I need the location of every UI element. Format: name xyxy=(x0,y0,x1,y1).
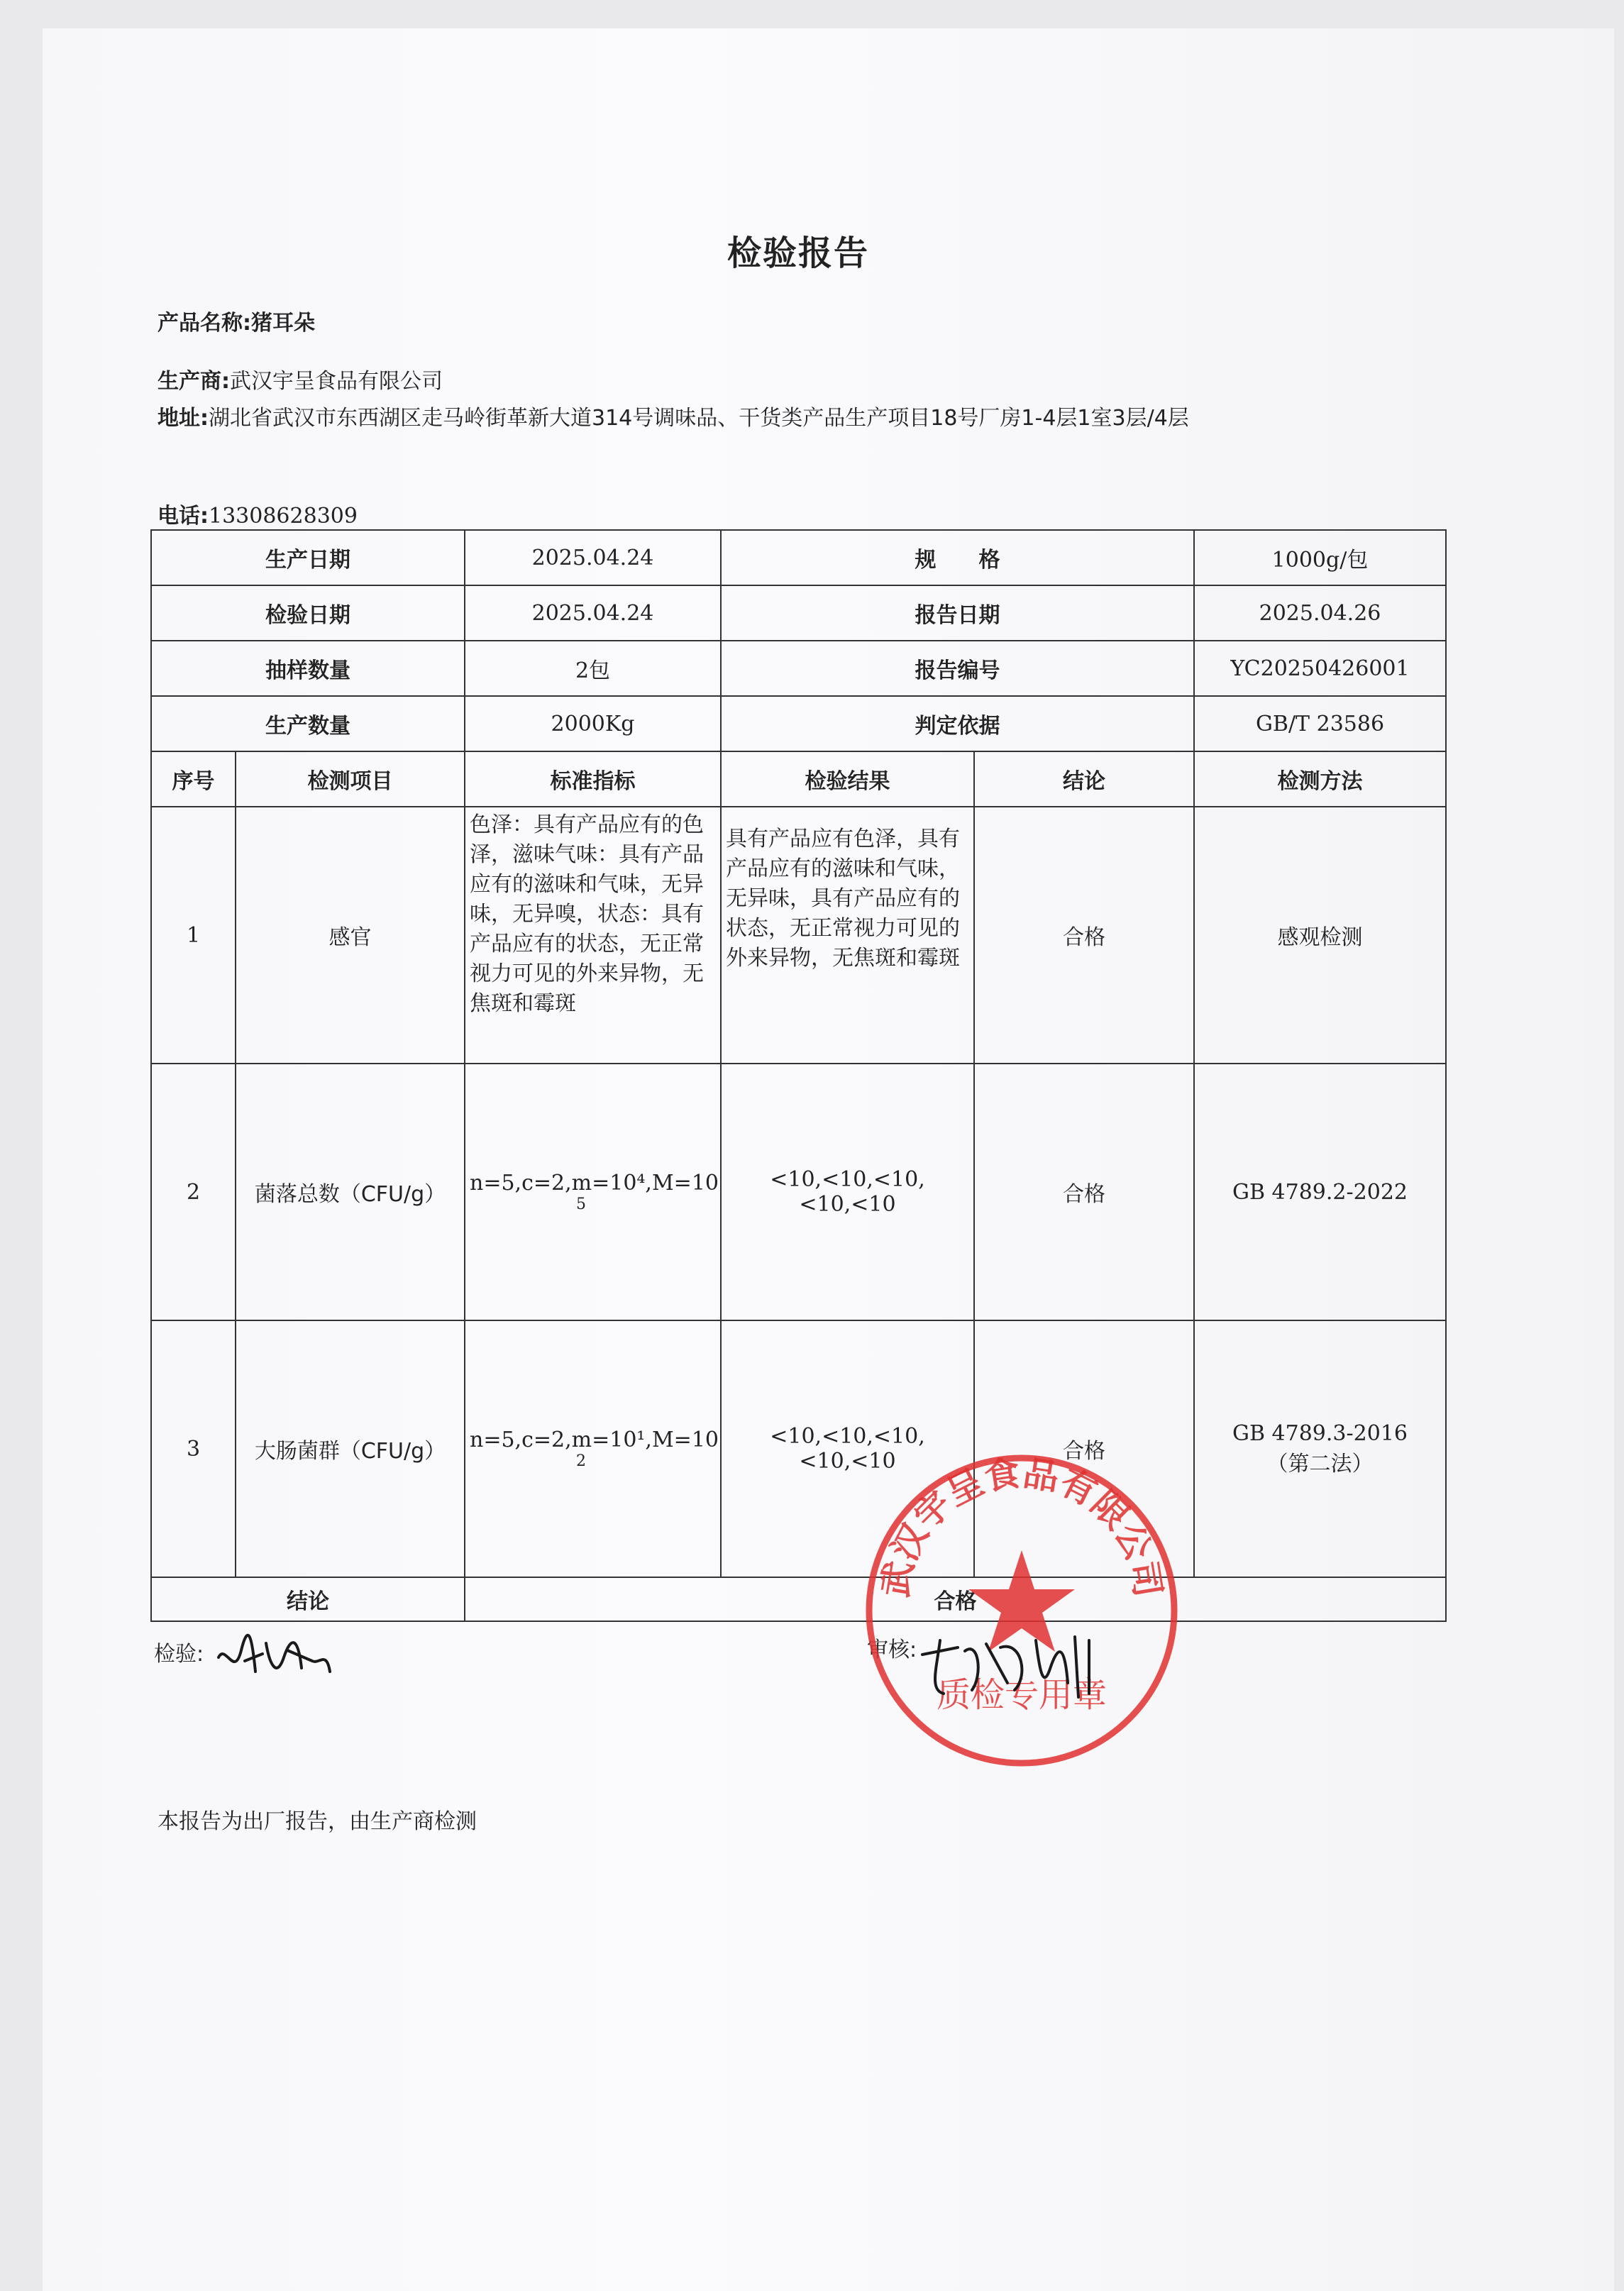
table-row xyxy=(151,1064,1446,1320)
address-line xyxy=(158,402,1427,435)
row-item: 大肠菌群（CFU/g） xyxy=(236,1320,465,1577)
standard-line: 5 xyxy=(576,1196,586,1213)
row-standard: 色泽：具有产品应有的色泽，滋味气味：具有产品应有的滋味和气味，无异味，无异嗅，状态：具有产品应有的状态，无正常视力可见的外来异物，无焦斑和霉斑 xyxy=(465,807,721,1064)
phone-line xyxy=(158,498,358,529)
row-standard xyxy=(465,1064,721,1320)
info-value: 2025.04.24 xyxy=(465,530,721,585)
row-result xyxy=(721,1064,974,1320)
seal-ring-text: 武汉宇呈食品有限公司 xyxy=(874,1452,1169,1600)
footer-note: 本报告为出厂报告，由生产商检测 xyxy=(158,1809,477,1834)
maker-line xyxy=(158,363,443,394)
result-line: <10,<10,<10, xyxy=(770,1424,925,1449)
info-value: 2025.04.24 xyxy=(465,585,721,641)
info-value: 1000g/包 xyxy=(1194,530,1446,585)
row-item: 菌落总数（CFU/g） xyxy=(236,1064,465,1320)
method-line: GB 4789.3-2016 xyxy=(1232,1420,1408,1446)
reviewer-label: 审核: xyxy=(867,1638,917,1662)
column-header: 标准指标 xyxy=(465,751,721,807)
row-number: 1 xyxy=(151,807,236,1064)
info-label: 报告日期 xyxy=(721,585,1194,641)
info-label: 规 格 xyxy=(721,530,1194,585)
summary-row xyxy=(151,1577,1446,1621)
table-row xyxy=(151,1320,1446,1577)
phone-label: 电话: xyxy=(158,504,209,529)
address-value: 湖北省武汉市东西湖区走马岭街革新大道314号调味品、干货类产品生产项目18号厂房1-4层1室3层/4层 xyxy=(209,406,1189,431)
info-row xyxy=(151,530,1446,585)
row-item: 感官 xyxy=(236,807,465,1064)
standard-line: n=5,c=2,m=10⁴,M=10 xyxy=(470,1171,719,1196)
result-line: <10,<10,<10, xyxy=(770,1167,925,1192)
info-value: GB/T 23586 xyxy=(1194,696,1446,751)
column-header: 结论 xyxy=(974,751,1194,807)
info-label: 生产数量 xyxy=(151,696,465,751)
info-row xyxy=(151,641,1446,696)
method-line: （第二法） xyxy=(1266,1451,1374,1476)
column-header-row xyxy=(151,751,1446,807)
summary-value: 合格 xyxy=(465,1577,1446,1621)
info-label: 判定依据 xyxy=(721,696,1194,751)
column-header: 序号 xyxy=(151,751,236,807)
info-row xyxy=(151,696,1446,751)
info-label: 报告编号 xyxy=(721,641,1194,696)
row-method: GB 4789.2-2022 xyxy=(1194,1064,1446,1320)
info-label: 生产日期 xyxy=(151,530,465,585)
row-method xyxy=(1194,1320,1446,1577)
row-method: 感观检测 xyxy=(1194,807,1446,1064)
product-line xyxy=(158,305,315,336)
report-table xyxy=(150,529,1447,1622)
result-line: <10,<10 xyxy=(799,1449,896,1474)
row-number: 3 xyxy=(151,1320,236,1577)
info-label: 抽样数量 xyxy=(151,641,465,696)
row-number: 2 xyxy=(151,1064,236,1320)
address-label: 地址: xyxy=(158,406,209,431)
row-result: 具有产品应有色泽，具有产品应有的滋味和气味，无异味，具有产品应有的状态，无正常视力可见的外来异物，无焦斑和霉斑 xyxy=(721,807,974,1064)
info-row xyxy=(151,585,1446,641)
column-header: 检测项目 xyxy=(236,751,465,807)
maker-label: 生产商: xyxy=(158,369,230,394)
row-conclusion: 合格 xyxy=(974,1064,1194,1320)
product-label: 产品名称: xyxy=(158,311,251,336)
maker-value: 武汉宇呈食品有限公司 xyxy=(230,369,443,394)
inspector-signature xyxy=(213,1629,333,1686)
page-title: 检验报告 xyxy=(727,233,869,273)
company-seal xyxy=(858,1447,1185,1774)
column-header: 检测方法 xyxy=(1194,751,1446,807)
row-conclusion: 合格 xyxy=(974,807,1194,1064)
table-row xyxy=(151,807,1446,1064)
row-conclusion: 合格 xyxy=(974,1320,1194,1577)
info-value: 2包 xyxy=(465,641,721,696)
standard-line: n=5,c=2,m=10¹,M=10 xyxy=(470,1428,719,1452)
seal-bottom-text: 质检专用章 xyxy=(936,1675,1107,1715)
reviewer-signature xyxy=(915,1626,1100,1704)
info-label: 检验日期 xyxy=(151,585,465,641)
product-value: 猪耳朵 xyxy=(251,311,315,336)
result-line: <10,<10 xyxy=(799,1192,896,1217)
phone-value: 13308628309 xyxy=(209,504,358,529)
info-value: 2000Kg xyxy=(465,696,721,751)
info-value: YC20250426001 xyxy=(1194,641,1446,696)
summary-label: 结论 xyxy=(151,1577,465,1621)
column-header: 检验结果 xyxy=(721,751,974,807)
standard-line: 2 xyxy=(576,1452,586,1470)
row-standard xyxy=(465,1320,721,1577)
inspector-label: 检验: xyxy=(154,1642,204,1667)
info-value: 2025.04.26 xyxy=(1194,585,1446,641)
